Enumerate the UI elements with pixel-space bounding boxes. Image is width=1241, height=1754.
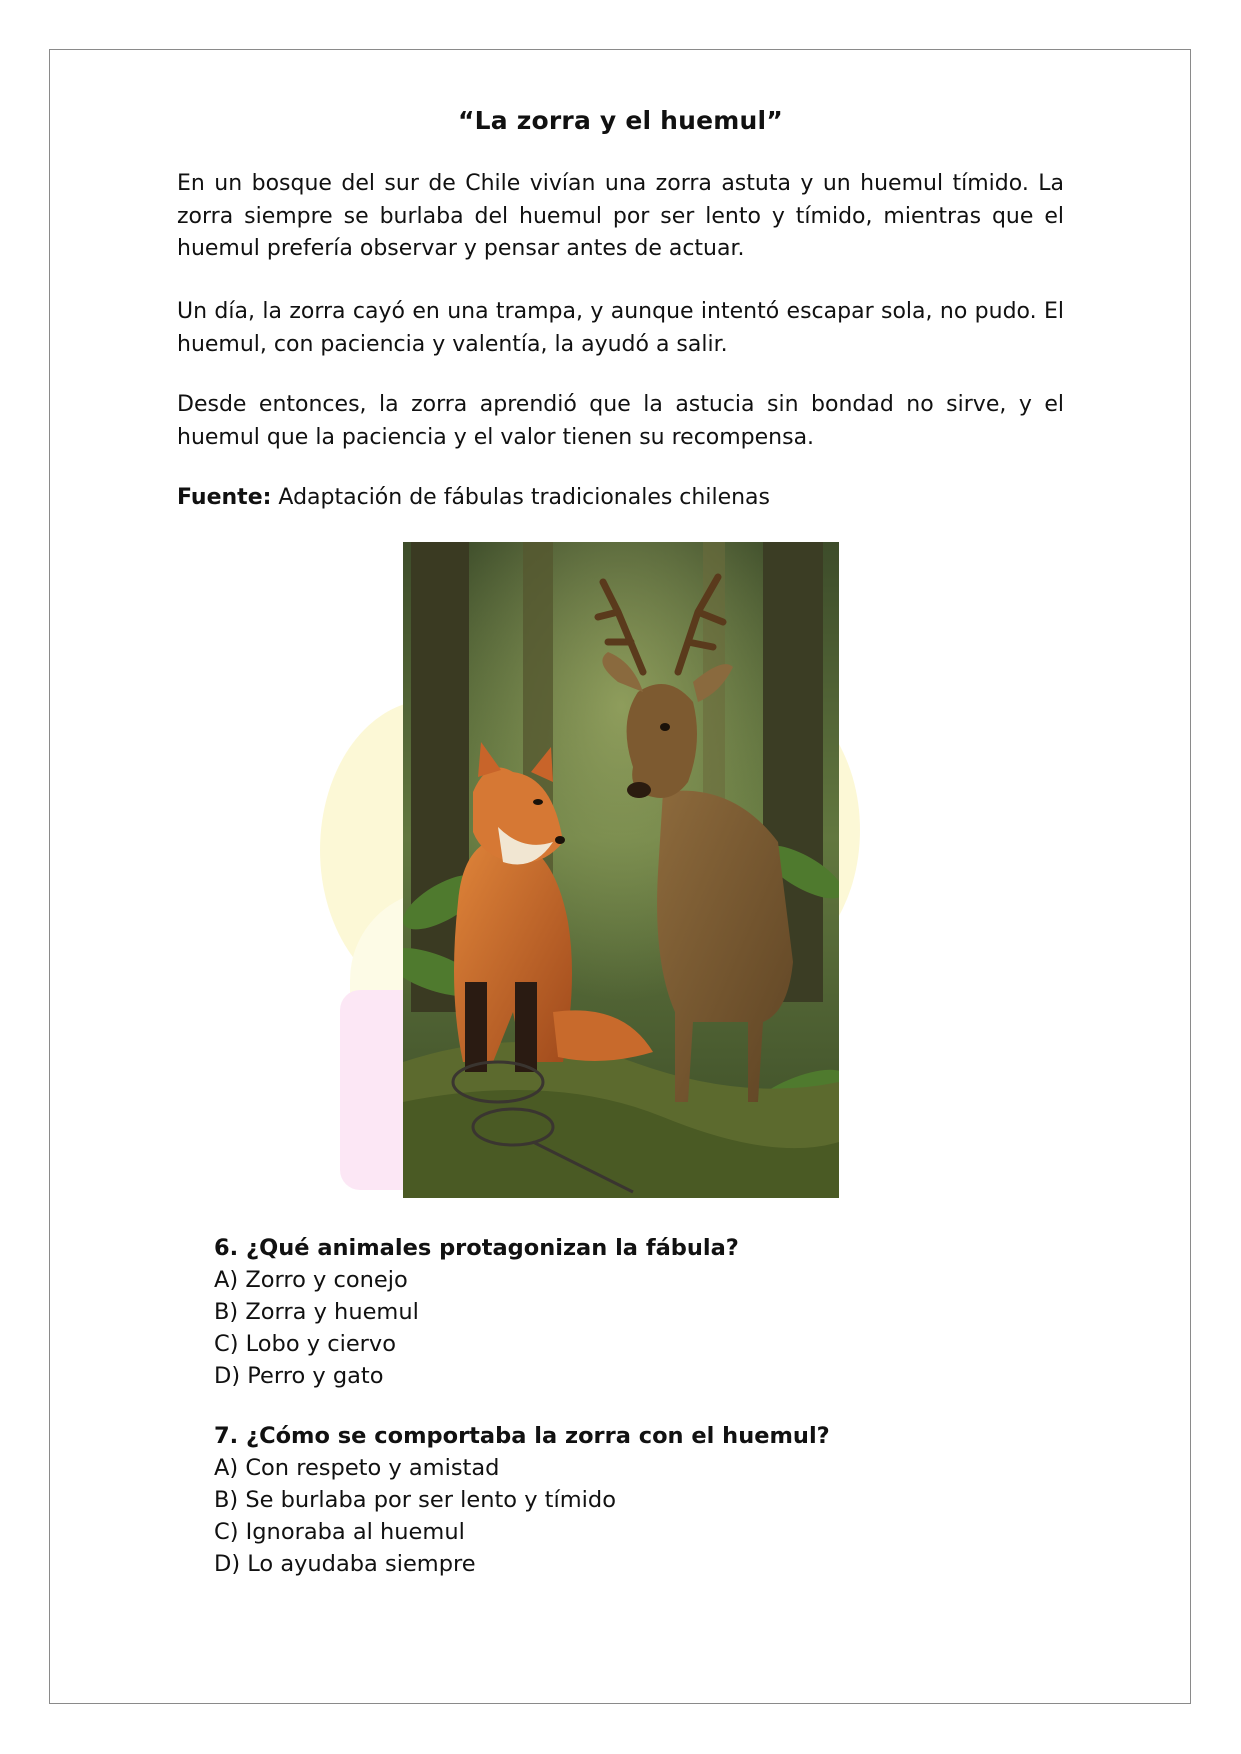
question-7-option-c[interactable]: C) Ignoraba al huemul	[214, 1519, 465, 1545]
source-label: Fuente:	[177, 485, 272, 510]
question-7-option-d[interactable]: D) Lo ayudaba siempre	[214, 1551, 476, 1577]
question-6	[214, 1232, 1034, 1392]
story-paragraph-2: Un día, la zorra cayó en una trampa, y aunque intentó escapar sola, no pudo. El huemul, con paciencia y valentía, la ayudó a salir.	[177, 299, 1064, 357]
source-line	[177, 482, 770, 514]
question-7	[214, 1420, 1034, 1580]
question-6-title: 6. ¿Qué animales protagonizan la fábula?	[214, 1235, 739, 1261]
question-7-option-b[interactable]: B) Se burlaba por ser lento y tímido	[214, 1487, 616, 1513]
question-6-option-c[interactable]: C) Lobo y ciervo	[214, 1331, 397, 1357]
story-title: “La zorra y el huemul”	[458, 106, 783, 135]
fox-and-huemul-illustration	[403, 542, 839, 1198]
story-paragraph-3: Desde entonces, la zorra aprendió que la astucia sin bondad no sirve, y el huemul que la paciencia y el valor tienen su recompensa.	[177, 392, 1064, 450]
question-6-option-a[interactable]: A) Zorro y conejo	[214, 1267, 408, 1293]
source-text: Adaptación de fábulas tradicionales chilenas	[278, 485, 770, 510]
question-7-title: 7. ¿Cómo se comportaba la zorra con el huemul?	[214, 1423, 830, 1449]
question-6-option-d[interactable]: D) Perro y gato	[214, 1363, 384, 1389]
story-paragraph-1: En un bosque del sur de Chile vivían una zorra astuta y un huemul tímido. La zorra siempre se burlaba del huemul por ser lento y tímido, mientras que el huemul prefería observar y pensar antes de actuar.	[177, 171, 1064, 261]
question-7-option-a[interactable]: A) Con respeto y amistad	[214, 1455, 500, 1481]
question-6-option-b[interactable]: B) Zorra y huemul	[214, 1299, 419, 1325]
